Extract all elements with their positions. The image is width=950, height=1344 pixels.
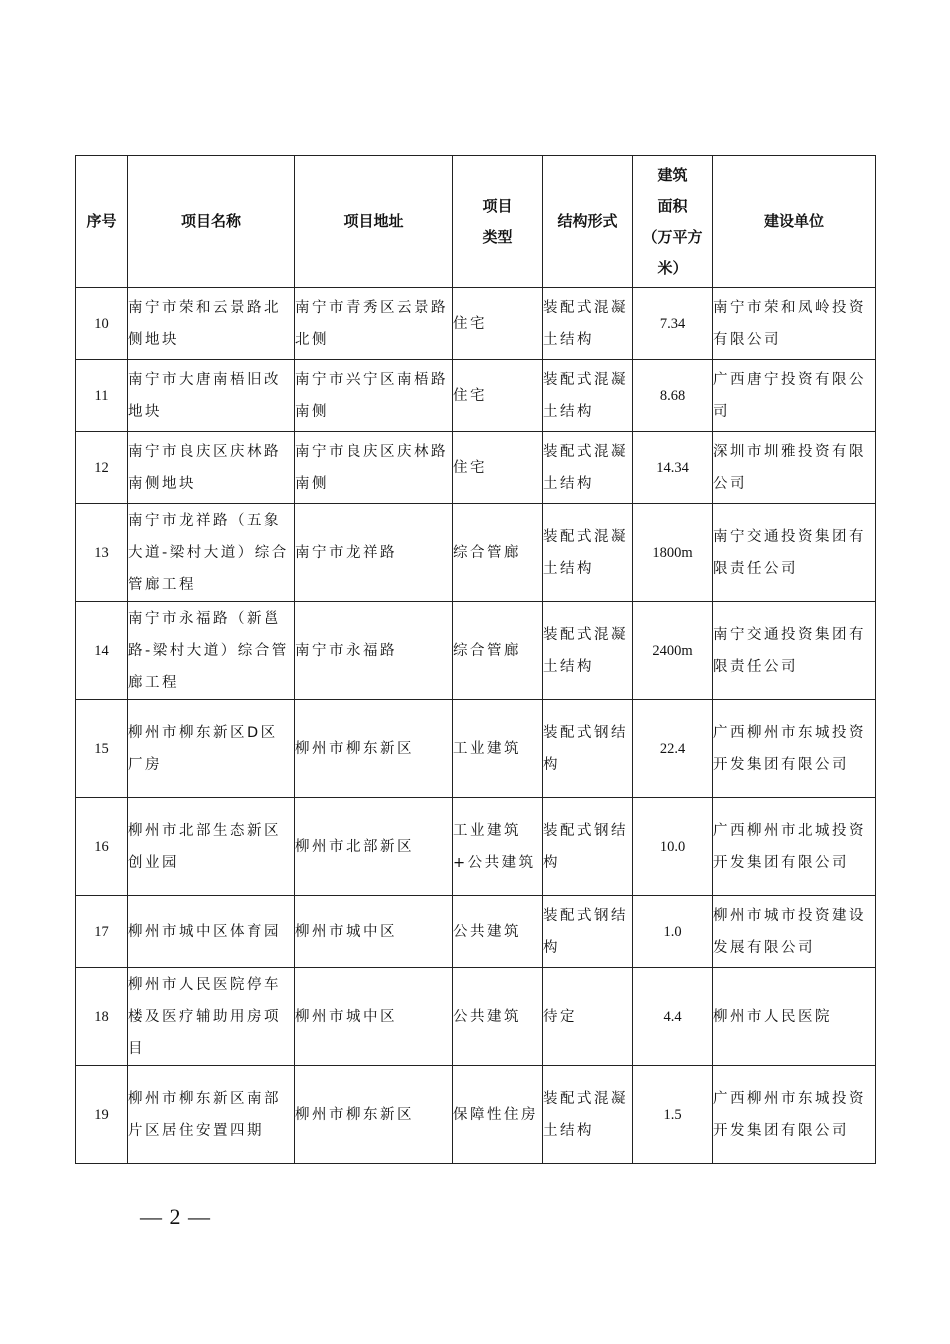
row-index: 19	[76, 1066, 128, 1164]
row-builder: 广西柳州市东城投资开发集团有限公司	[713, 1066, 876, 1164]
row-structure: 待定	[543, 968, 633, 1066]
row-area: 2400m	[633, 602, 713, 700]
row-index: 14	[76, 602, 128, 700]
row-project-address: 南宁市青秀区云景路北侧	[295, 288, 453, 360]
row-index: 13	[76, 504, 128, 602]
row-project-type: 保障性住房	[453, 1066, 543, 1164]
row-index: 15	[76, 700, 128, 798]
row-project-name: 柳州市城中区体育园	[128, 896, 295, 968]
row-project-address: 柳州市城中区	[295, 968, 453, 1066]
row-project-address: 柳州市柳东新区	[295, 1066, 453, 1164]
row-project-type: 住宅	[453, 288, 543, 360]
row-project-name: 柳州市人民医院停车楼及医疗辅助用房项目	[128, 968, 295, 1066]
row-project-address: 柳州市北部新区	[295, 798, 453, 896]
row-builder: 南宁交通投资集团有限责任公司	[713, 602, 876, 700]
table-row	[76, 896, 876, 968]
row-project-address: 南宁市兴宁区南梧路南侧	[295, 360, 453, 432]
row-index: 16	[76, 798, 128, 896]
row-structure: 装配式混凝土结构	[543, 504, 633, 602]
row-builder: 深圳市圳雅投资有限公司	[713, 432, 876, 504]
row-structure: 装配式混凝土结构	[543, 288, 633, 360]
row-area: 1.0	[633, 896, 713, 968]
project-table	[75, 155, 876, 1164]
row-structure: 装配式钢结构	[543, 798, 633, 896]
row-area: 4.4	[633, 968, 713, 1066]
row-index: 17	[76, 896, 128, 968]
row-project-address: 南宁市龙祥路	[295, 504, 453, 602]
row-project-name: 南宁市良庆区庆林路南侧地块	[128, 432, 295, 504]
row-project-name: 南宁市永福路（新邕路-梁村大道）综合管廊工程	[128, 602, 295, 700]
page-number: — 2 —	[140, 1204, 211, 1229]
header-area-line2: 面积	[657, 196, 688, 215]
table-row	[76, 798, 876, 896]
table-header-row	[76, 156, 876, 288]
header-project-type	[453, 156, 543, 288]
row-structure: 装配式钢结构	[543, 896, 633, 968]
row-area: 10.0	[633, 798, 713, 896]
row-project-name: 南宁市大唐南梧旧改地块	[128, 360, 295, 432]
row-project-name: 柳州市柳东新区南部片区居住安置四期	[128, 1066, 295, 1164]
header-area-line1: 建筑	[657, 165, 688, 184]
row-area: 8.68	[633, 360, 713, 432]
row-builder: 柳州市人民医院	[713, 968, 876, 1066]
row-structure: 装配式混凝土结构	[543, 360, 633, 432]
row-structure: 装配式混凝土结构	[543, 602, 633, 700]
row-builder: 南宁交通投资集团有限责任公司	[713, 504, 876, 602]
table-row	[76, 602, 876, 700]
table-row	[76, 700, 876, 798]
row-project-type: 住宅	[453, 360, 543, 432]
table-row	[76, 504, 876, 602]
row-project-type: 住宅	[453, 432, 543, 504]
row-index: 11	[76, 360, 128, 432]
row-index: 18	[76, 968, 128, 1066]
row-builder: 柳州市城市投资建设发展有限公司	[713, 896, 876, 968]
table-row	[76, 1066, 876, 1164]
header-project-type-line1: 项目	[482, 196, 513, 215]
row-project-name: 柳州市北部生态新区创业园	[128, 798, 295, 896]
row-area: 7.34	[633, 288, 713, 360]
row-project-type: 工业建筑	[453, 700, 543, 798]
row-project-address: 柳州市柳东新区	[295, 700, 453, 798]
table-row	[76, 968, 876, 1066]
header-structure: 结构形式	[543, 156, 633, 288]
header-index: 序号	[76, 156, 128, 288]
row-builder: 广西唐宁投资有限公司	[713, 360, 876, 432]
header-area-line4: 米）	[657, 258, 688, 277]
row-project-type: 工业建筑+公共建筑	[453, 798, 543, 896]
row-project-type: 公共建筑	[453, 968, 543, 1066]
row-builder: 南宁市荣和凤岭投资有限公司	[713, 288, 876, 360]
table-row	[76, 432, 876, 504]
table-row	[76, 288, 876, 360]
table-row	[76, 360, 876, 432]
header-project-type-line2: 类型	[482, 227, 513, 246]
row-project-name: 南宁市荣和云景路北侧地块	[128, 288, 295, 360]
row-structure: 装配式混凝土结构	[543, 432, 633, 504]
header-project-address: 项目地址	[295, 156, 453, 288]
row-project-name: 柳州市柳东新区D区厂房	[128, 700, 295, 798]
row-builder: 广西柳州市东城投资开发集团有限公司	[713, 700, 876, 798]
row-project-address: 南宁市良庆区庆林路南侧	[295, 432, 453, 504]
row-area: 14.34	[633, 432, 713, 504]
row-index: 12	[76, 432, 128, 504]
row-project-name: 南宁市龙祥路（五象大道-梁村大道）综合管廊工程	[128, 504, 295, 602]
header-area-line3: （万平方	[642, 227, 703, 246]
row-structure: 装配式混凝土结构	[543, 1066, 633, 1164]
header-builder: 建设单位	[713, 156, 876, 288]
row-structure: 装配式钢结构	[543, 700, 633, 798]
row-project-address: 柳州市城中区	[295, 896, 453, 968]
row-builder: 广西柳州市北城投资开发集团有限公司	[713, 798, 876, 896]
row-area: 1.5	[633, 1066, 713, 1164]
row-area: 22.4	[633, 700, 713, 798]
row-project-type: 综合管廊	[453, 602, 543, 700]
header-area	[633, 156, 713, 288]
row-project-type: 公共建筑	[453, 896, 543, 968]
row-area: 1800m	[633, 504, 713, 602]
row-index: 10	[76, 288, 128, 360]
header-project-name: 项目名称	[128, 156, 295, 288]
row-project-type: 综合管廊	[453, 504, 543, 602]
row-project-address: 南宁市永福路	[295, 602, 453, 700]
